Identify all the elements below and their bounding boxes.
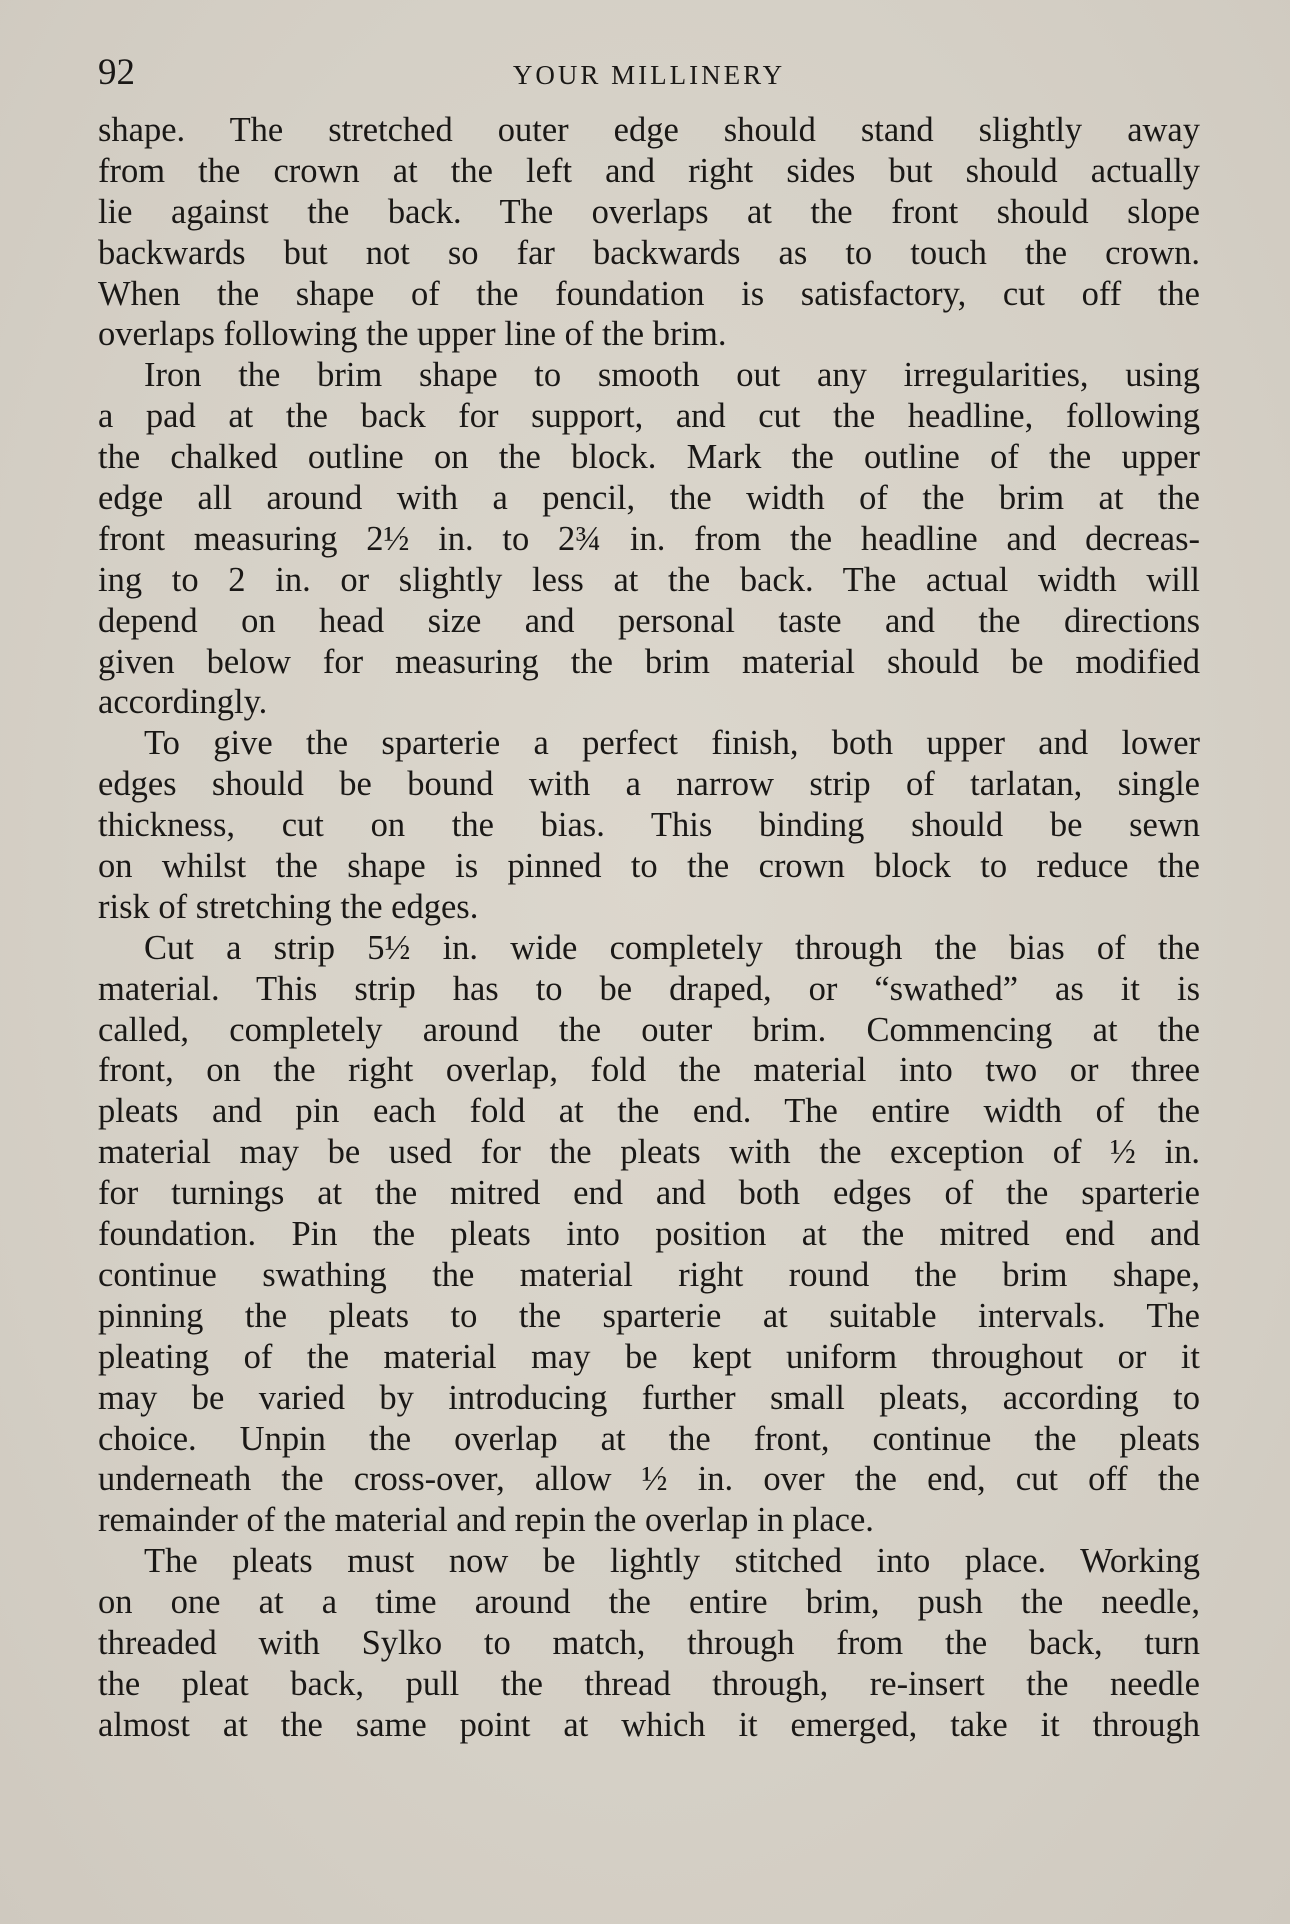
text-line: material may be used for the pleats with the exception of ½ in. (98, 1133, 1200, 1172)
text-line: shape. The stretched outer edge should stand slightly away (98, 111, 1200, 149)
text-line: given below for measuring the brim material should be modified (98, 642, 1200, 681)
text-line: the chalked outline on the block. Mark the outline of the upper (98, 438, 1200, 477)
text-line: ing to 2 in. or slightly less at the back. The actual width will (98, 560, 1200, 599)
text-line: accordingly. (98, 683, 268, 722)
text-line: pleating of the material may be kept uniform throughout or it (98, 1337, 1200, 1376)
text-line: front measuring 2½ in. to 2¾ in. from the headline and decreas- (98, 519, 1200, 558)
text-line: When the shape of the foundation is satisfactory, cut off the (98, 274, 1200, 313)
text-line: lie against the back. The overlaps at the front should slope (98, 192, 1200, 231)
running-head: YOUR MILLINERY (512, 60, 786, 90)
text-line: choice. Unpin the overlap at the front, continue the pleats (98, 1419, 1200, 1458)
text-line: edges should be bound with a narrow strip of tarlatan, single (98, 765, 1200, 804)
text-line: almost at the same point at which it emerged, take it through (98, 1705, 1200, 1744)
text-line: backwards but not so far backwards as to touch the crown. (98, 233, 1200, 272)
text-line: on one at a time around the entire brim, push the needle, (98, 1583, 1200, 1622)
text-line: To give the sparterie a perfect finish, both upper and lower (144, 724, 1200, 763)
text-line: foundation. Pin the pleats into position at the mitred end and (98, 1215, 1200, 1254)
text-line: on whilst the shape is pinned to the crown block to reduce the (98, 847, 1200, 886)
text-line: material. This strip has to be draped, or “swathed” as it is (98, 969, 1200, 1008)
text-line: threaded with Sylko to match, through from the back, turn (98, 1623, 1200, 1662)
text-line: underneath the cross-over, allow ½ in. over the end, cut off the (98, 1460, 1200, 1499)
text-line: a pad at the back for support, and cut the headline, following (98, 397, 1200, 436)
text-line: called, completely around the outer brim. Commencing at the (98, 1010, 1200, 1049)
text-line: remainder of the material and repin the overlap in place. (98, 1501, 874, 1540)
text-line: edge all around with a pencil, the width of the brim at the (98, 479, 1200, 518)
text-line: may be varied by introducing further small pleats, according to (98, 1378, 1200, 1417)
text-line: Cut a strip 5½ in. wide completely through the bias of the (144, 928, 1200, 967)
text-line: pinning the pleats to the sparterie at suitable intervals. The (98, 1296, 1200, 1335)
text-line: Iron the brim shape to smooth out any irregularities, using (144, 356, 1200, 395)
text-line: pleats and pin each fold at the end. The entire width of the (98, 1092, 1200, 1131)
text-line: from the crown at the left and right sides but should actually (98, 151, 1200, 190)
page-number: 92 (98, 52, 135, 93)
body-text (98, 110, 1200, 1746)
text-line: the pleat back, pull the thread through, re-insert the needle (98, 1664, 1200, 1703)
text-line: risk of stretching the edges. (98, 887, 479, 926)
text-line: The pleats must now be lightly stitched into place. Working (144, 1542, 1200, 1581)
text-line: front, on the right overlap, fold the material into two or three (98, 1051, 1200, 1090)
text-line: thickness, cut on the bias. This binding should be sewn (98, 806, 1200, 845)
text-line: depend on head size and personal taste and the directions (98, 601, 1200, 640)
text-line: for turnings at the mitred end and both edges of the sparterie (98, 1174, 1200, 1213)
text-line: continue swathing the material right round the brim shape, (98, 1255, 1200, 1294)
text-line: overlaps following the upper line of the brim. (98, 315, 727, 354)
page-header (98, 48, 1200, 98)
